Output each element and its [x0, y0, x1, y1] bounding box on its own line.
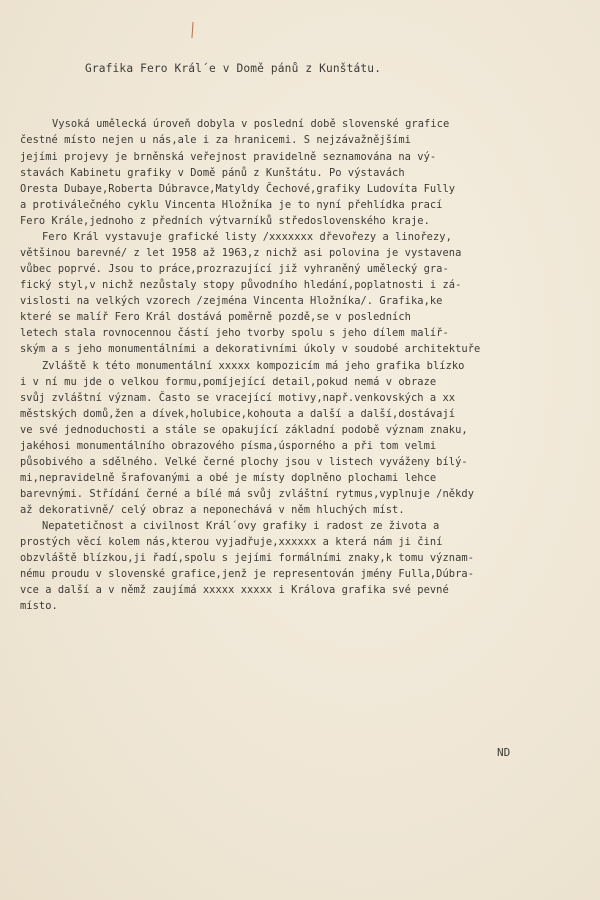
text-line: až dekorativně/ celý obraz a neponechává v něm hluchých míst. — [20, 504, 405, 516]
text-line: i v ní mu jde o velkou formu,pomíjející detail,pokud nemá v obraze — [20, 376, 437, 388]
text-line: vůbec poprvé. Jsou to práce,prozrazující již vyhraněný umělecký gra- — [20, 263, 449, 275]
text-line: vislosti na velkých vzorech /zejména Vincenta Hložníka/. Grafika,ke — [20, 295, 443, 307]
text-line: Nepatetičnost a civilnost Král´ovy grafiky i radost ze života a — [42, 520, 440, 532]
text-line: ským a s jeho monumentálními a dekorativními úkoly v soudobé architektuře — [20, 343, 481, 355]
text-line: prostých věcí kolem nás,kterou vyjadřuje,xxxxxx a která nám ji činí — [20, 536, 443, 548]
text-line: čestné místo nejen u nás,ale i za hranicemi. S nejzávažnějšími — [20, 134, 411, 146]
text-line: Vysoká umělecká úroveň dobyla v poslední době slovenské grafice — [52, 118, 450, 130]
text-line: a protiválečného cyklu Vincenta Hložníka je to nyní přehlídka prací — [20, 199, 443, 211]
text-line: obzvláště blízkou,ji řadí,spolu s jejími formálními znaky,k tomu význam- — [20, 552, 475, 564]
text-line: mi,nepravidelně šrafovanými a obé je místy doplněno plochami lehce — [20, 472, 437, 484]
text-line: barevnými. Střídání černé a bílé má svůj zvláštní rytmus,vyplnuje /někdy — [20, 488, 475, 500]
text-line: Fero Král vystavuje grafické listy /xxxxxxx dřevořezy a linořezy, — [42, 231, 452, 243]
author-initials: ND — [497, 746, 511, 759]
text-line: místo. — [20, 600, 58, 612]
text-line: působivého a sdělného. Velké černé plochy jsou v listech vyváženy bílý- — [20, 456, 468, 468]
text-line: letech stala rovnocennou částí jeho tvorby spolu s jeho dílem malíř- — [20, 327, 449, 339]
text-line: městských domů,žen a dívek,holubice,kohouta a další a další,dostávají — [20, 408, 456, 420]
text-line: které se malíř Fero Král dostává poměrně pozdě,se v posledních — [20, 311, 411, 323]
text-line: svůj zvláštní význam. Často se vracející motivy,např.venkovských a xx — [20, 392, 456, 404]
text-line: nému proudu v slovenské grafice,jenž je representován jmény Fulla,Dúbra- — [20, 568, 475, 580]
text-line: ve své jednoduchosti a stále se opakující základní podobě význam znaku, — [20, 424, 468, 436]
text-line: Fero Krále,jednoho z předních výtvarníků středoslovenského kraje. — [20, 215, 430, 227]
text-line: stavách Kabinetu grafiky v Domě pánů z Kunštátu. Po výstavách — [20, 167, 405, 179]
text-line: jakéhosi monumentálního obrazového písma,úsporného a při tom velmi — [20, 440, 437, 452]
text-line: Zvláště k této monumentální xxxxx kompozicím má jeho grafika blízko — [42, 360, 465, 372]
text-line: vce a další a v němž zaujímá xxxxx xxxxx i Králova grafika své pevné — [20, 584, 449, 596]
text-line: většinou barevné/ z let 1958 až 1963,z nichž asi polovina je vystavena — [20, 247, 462, 259]
pencil-mark — [191, 22, 193, 38]
text-line: Oresta Dubaye,Roberta Dúbravce,Matyldy Čechové,grafiky Ludovíta Fully — [20, 183, 456, 195]
text-line: fický styl,v nichž nezůstaly stopy původního hledání,poplatnosti i zá- — [20, 279, 462, 291]
text-line: jejími projevy je brněnská veřejnost pravidelně seznamována na vý- — [20, 151, 437, 163]
page-title: Grafika Fero Král´e v Domě pánů z Kunštátu. — [85, 62, 382, 75]
